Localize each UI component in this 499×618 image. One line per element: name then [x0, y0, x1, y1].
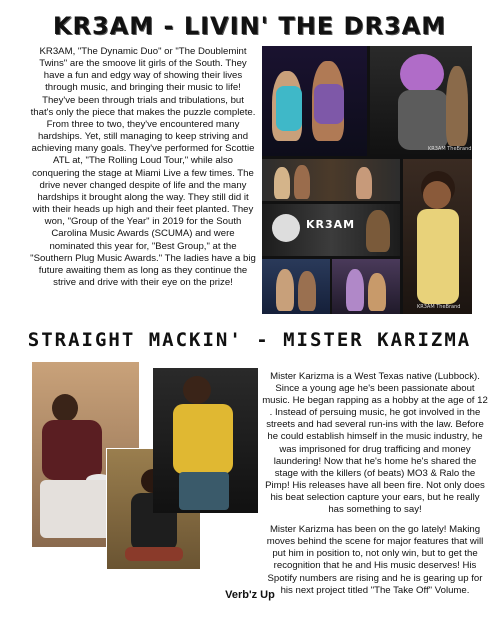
performer-figure: [398, 90, 448, 150]
kr3am-logo: KR3AM: [306, 218, 356, 231]
kr3am-photo-portrait: [403, 159, 472, 314]
collage-watermark: KR3AM TheBrand: [428, 146, 472, 152]
performer-figure: [294, 165, 310, 199]
person-figure: [52, 394, 78, 422]
performer-figure: [298, 271, 316, 311]
performer-figure: [314, 84, 344, 124]
person-figure: [183, 376, 211, 404]
kr3am-photo-collage: [262, 46, 472, 314]
performer-figure: [400, 54, 444, 94]
performer-figure: [417, 209, 459, 304]
kr3am-logo-tile: [262, 204, 400, 256]
performer-figure: [346, 269, 364, 311]
performer-figure: [446, 66, 468, 146]
kr3am-article-text: KR3AM, "The Dynamic Duo" or "The Doublemint Twins" are the smoove lit girls of the South. They have a fun and edgy way of showing their lives through music, and bringing their music to life! They've been through trials and tribulations, but that's only the piece that makes the puzzle complete. From three to two, they've encountered many hardships. Yet, still managing to keep striving and achieving many goals. They've performed for Scottie ATL at, "The Rolling Loud Tour," while also conquering the stage at Miami Live a few times. The drive never changed despite of life and the many hardships it brought along the way. They still did it with their heads up high and their feet planted. They won, "Group of the Year" in 2019 for the South Carolina Music Awards (SCUMA) and were nominated this year for, "Best Group," at the "Southern Plug Music Awards." The ladies have a big future awaiting them as long as they continue the strive and drive with their eye on the prize!: [30, 46, 256, 288]
performer-figure: [356, 167, 372, 199]
kr3am-photo-stage: [262, 46, 367, 156]
person-figure: [179, 472, 229, 510]
performer-figure: [366, 210, 390, 252]
kr3am-photo-purple-hair: [370, 46, 472, 156]
signature: Verb'z Up: [225, 589, 275, 601]
person-figure: [125, 547, 183, 561]
karizma-paragraph: Mister Karizma has been on the go lately! Making moves behind the scene for major features that will put him in position to, not only win, but to get the recognition that he and His music deserves! His Spotify numbers are rising and he is gearing up for his next project titled "The Take Off" Volume.: [266, 524, 484, 596]
karizma-paragraph: Mister Karizma is a West Texas native (Lubbock). Since a young age he's been passionate about music. He began rapping as a hobby at the age of 12 . Instead of persuing music, he got involved in the streets and had several run-ins with the law. Before he could establish himself in the music industry, he was imprisoned for drug trafficing and money laundering! Now that he's home he's shared the stage with the killers (of beats) MO3 & Ralo the Pimp! His releases have all been fire. Not only does his beat selection capture your ears, but he really has something to say!: [262, 371, 488, 516]
performer-figure: [274, 167, 290, 199]
person-figure: [173, 404, 233, 474]
karizma-article-text: [262, 371, 488, 605]
kr3am-title: KR3AM - LIVIN' THE DR3AM: [52, 12, 447, 40]
kr3am-photo-bottom-left: [262, 259, 330, 314]
karizma-photo-standing: [153, 368, 258, 513]
kr3am-photo-group: [262, 159, 400, 201]
person-figure: [42, 420, 102, 480]
performer-figure: [276, 86, 302, 131]
performer-figure: [423, 181, 451, 209]
kr3am-photo-bottom-mid: [332, 259, 400, 314]
collage-watermark: KR3AM TheBrand: [417, 304, 461, 310]
mister-karizma-title: STRAIGHT MACKIN' - MISTER KARIZMA: [27, 329, 472, 351]
circle-badge-icon: [272, 214, 300, 242]
performer-figure: [368, 273, 386, 311]
performer-figure: [276, 269, 294, 311]
